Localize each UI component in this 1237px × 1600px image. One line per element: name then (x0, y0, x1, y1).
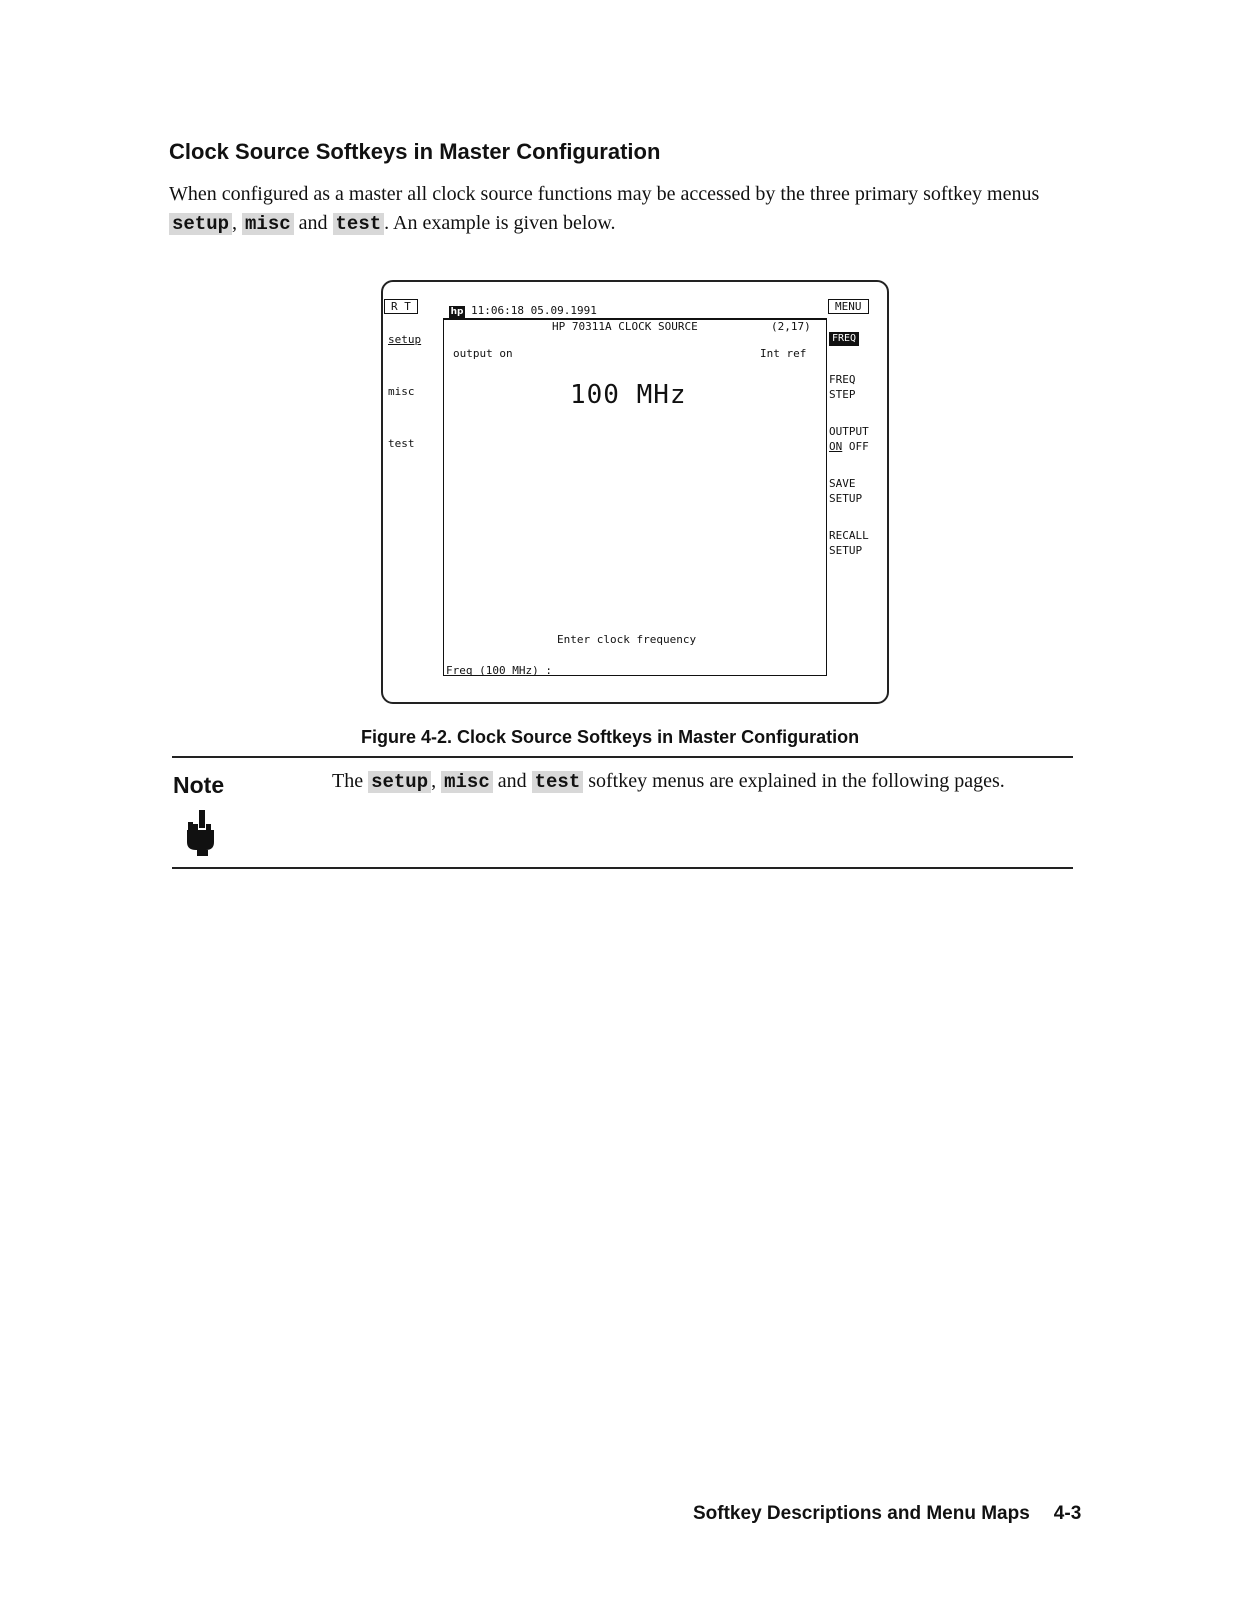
note-top-rule (172, 756, 1073, 758)
freq-step-line1: FREQ (829, 373, 856, 386)
misc-key: misc (242, 213, 294, 235)
entry-prompt: Enter clock frequency (557, 633, 697, 646)
recall-line1: RECALL (829, 529, 869, 542)
entry-line: Freq (100 MHz) : (446, 664, 552, 677)
note-label: Note (173, 772, 225, 798)
softkey-setup[interactable]: setup (388, 333, 422, 346)
note-test-key: test (532, 771, 584, 793)
intro-paragraph (169, 180, 1089, 239)
recall-line2: SETUP (829, 544, 863, 557)
footer-section: Softkey Descriptions and Menu Maps (693, 1503, 1030, 1524)
page-footer (693, 1503, 1081, 1525)
intro-text: When configured as a master all clock source functions may be accessed by the three primary softkey menus (169, 183, 1040, 205)
softkey-recall-setup[interactable] (829, 528, 869, 558)
note-text-end: softkey menus are explained in the following pages. (588, 770, 1005, 792)
intro-comma: , (232, 212, 238, 234)
note-text (332, 767, 1072, 797)
intro-text-end: . An example is given below. (384, 212, 616, 234)
section-title: Clock Source Softkeys in Master Configuration (169, 139, 661, 164)
softkey-save-setup[interactable] (829, 476, 862, 506)
freq-step-line2: STEP (829, 388, 856, 401)
setup-key: setup (169, 213, 232, 235)
hp-logo-icon: hp (450, 307, 464, 317)
softkey-misc[interactable]: misc (388, 385, 415, 398)
pointing-hand-icon (184, 810, 220, 856)
note-bottom-rule (172, 867, 1073, 869)
figure-caption: Figure 4-2. Clock Source Softkeys in Master Configuration (361, 727, 860, 747)
frequency-readout: 100 MHz (570, 380, 687, 410)
softkey-test[interactable]: test (388, 437, 415, 450)
output-off-label: OFF (848, 440, 869, 453)
save-line2: SETUP (829, 492, 863, 505)
coordinates: (2,17) (771, 320, 811, 333)
note-comma: , (431, 770, 437, 792)
softkey-freq-active[interactable]: FREQ (829, 332, 859, 346)
reference-status: Int ref (760, 347, 807, 360)
test-key: test (333, 213, 385, 235)
menu-indicator: MENU (828, 299, 869, 314)
note-setup-key: setup (368, 771, 431, 793)
intro-and: and (298, 212, 328, 234)
output-line1: OUTPUT (829, 425, 869, 438)
note-text-start: The (332, 770, 364, 792)
note-misc-key: misc (441, 771, 493, 793)
display-area (443, 318, 827, 676)
note-and: and (497, 770, 527, 792)
output-on-label: ON (829, 440, 843, 453)
softkey-output-on-off[interactable] (829, 424, 869, 454)
instrument-title: HP 70311A CLOCK SOURCE (552, 320, 698, 333)
output-status: output on (453, 347, 513, 360)
save-line1: SAVE (829, 477, 856, 490)
page-number: 4-3 (1053, 1503, 1082, 1524)
softkey-freq-step[interactable] (829, 372, 856, 402)
mode-indicator: R T (384, 299, 418, 314)
output-line2 (829, 439, 869, 454)
time-date: 11:06:18 05.09.1991 (471, 304, 597, 317)
